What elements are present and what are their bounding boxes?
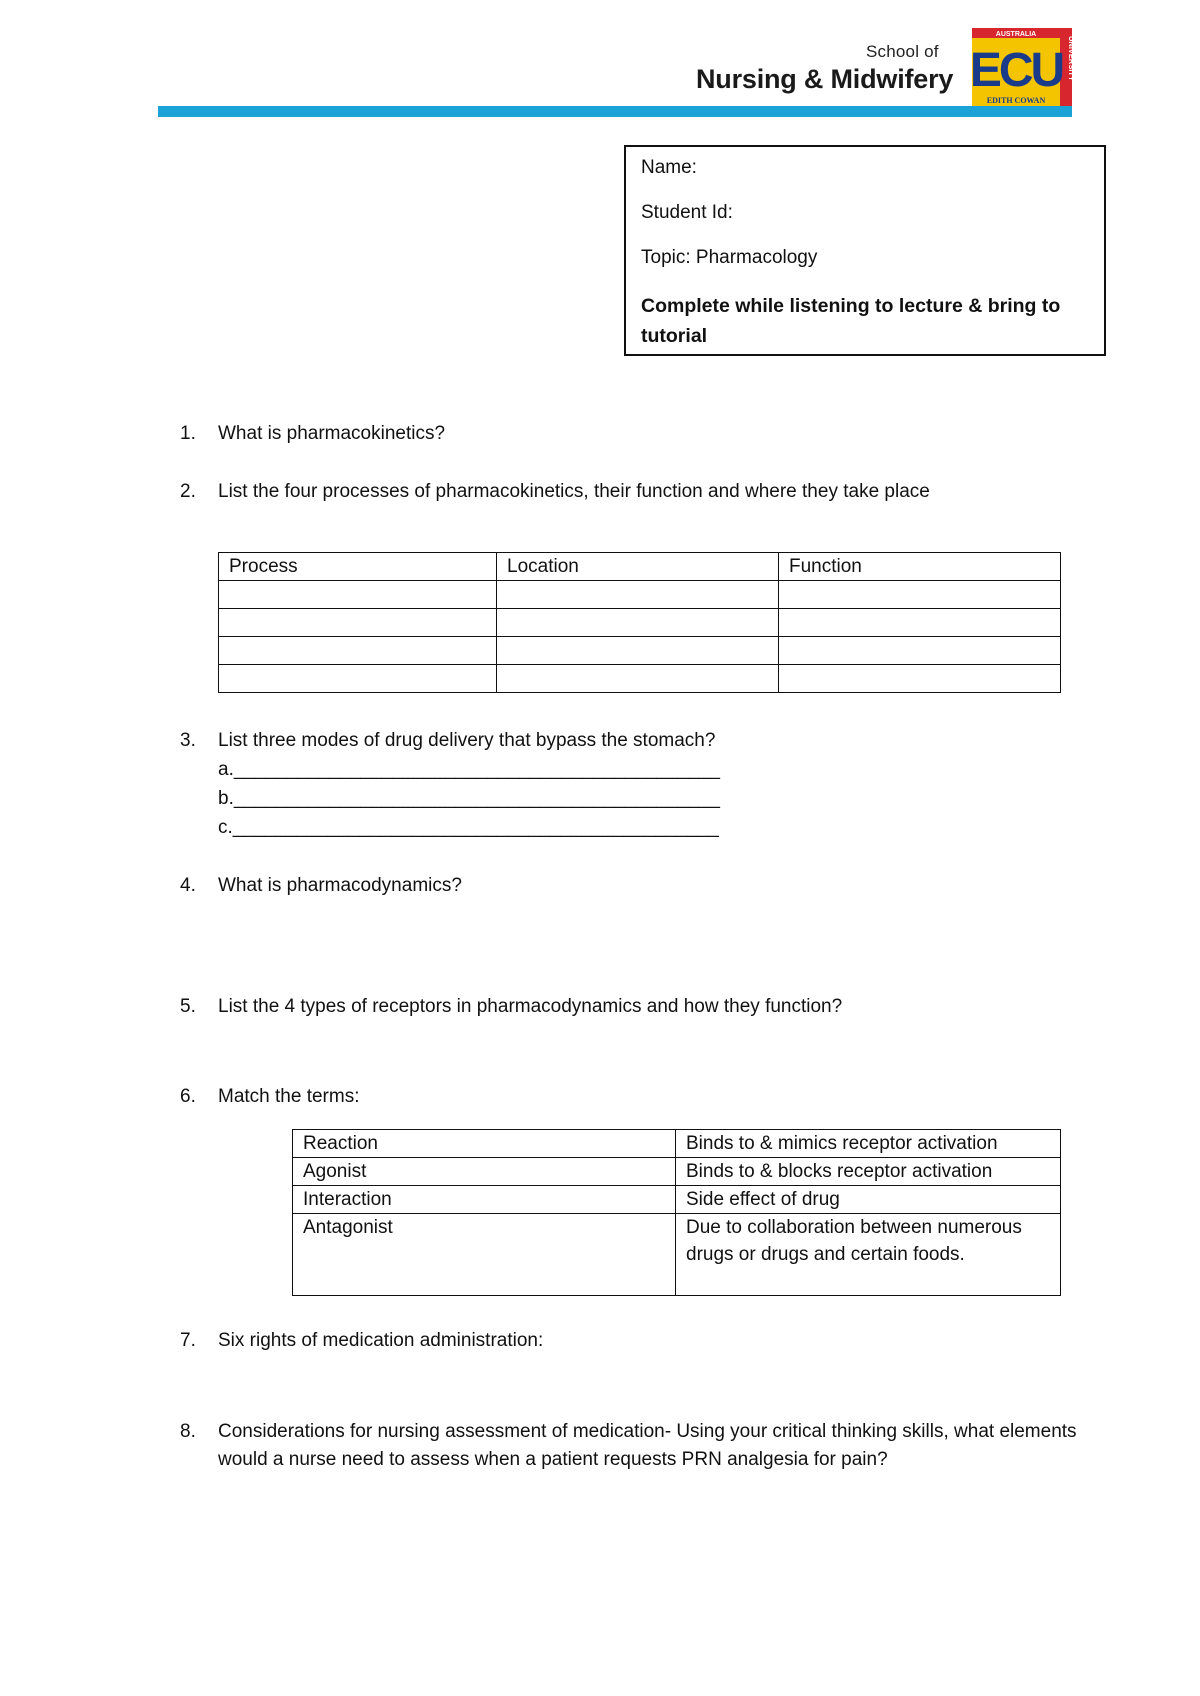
term-cell: Antagonist xyxy=(293,1214,676,1296)
question-text: Considerations for nursing assessment of medication- Using your critical thinking skills, what elements would a nurse need to assess when a patient requests PRN analgesia for pain? xyxy=(218,1421,1077,1470)
term-cell: Interaction xyxy=(293,1186,676,1214)
topic-label: Topic: Pharmacology xyxy=(641,247,818,268)
table-cell[interactable] xyxy=(497,581,779,609)
question-number: 7. xyxy=(180,1330,196,1351)
question-text: Six rights of medication administration: xyxy=(218,1330,544,1351)
question-number: 6. xyxy=(180,1086,196,1107)
logo-bottom-text: EDITH COWAN xyxy=(986,96,1046,105)
answer-blank-b[interactable]: b.______________________________________________ xyxy=(218,788,720,809)
match-terms-table xyxy=(292,1129,1061,1296)
question-number: 3. xyxy=(180,730,196,751)
question-number: 1. xyxy=(180,423,196,444)
table-cell[interactable] xyxy=(497,665,779,693)
logo-main-text: ECU xyxy=(969,44,1063,97)
answer-blank-a[interactable]: a.______________________________________________ xyxy=(218,759,720,780)
department-title: Nursing & Midwifery xyxy=(696,64,954,94)
question-text: Match the terms: xyxy=(218,1086,360,1107)
process-table xyxy=(218,552,1061,693)
table-cell[interactable] xyxy=(779,609,1061,637)
definition-cell: Binds to & blocks receptor activation xyxy=(676,1158,1061,1186)
student-info-box xyxy=(624,145,1106,356)
table-cell[interactable] xyxy=(219,665,497,693)
question-number: 8. xyxy=(180,1421,196,1442)
table-cell[interactable] xyxy=(219,637,497,665)
student-id-label: Student Id: xyxy=(641,202,733,223)
question-text: List three modes of drug delivery that bypass the stomach? xyxy=(218,730,716,751)
table-header-cell: Function xyxy=(779,553,1061,581)
name-field-label: Name: xyxy=(641,157,697,178)
table-row xyxy=(219,581,1061,609)
question-number: 2. xyxy=(180,481,196,502)
definition-cell: Due to collaboration between numerous drugs or drugs and certain foods. xyxy=(676,1214,1061,1296)
definition-cell: Side effect of drug xyxy=(676,1186,1061,1214)
table-header-row xyxy=(219,553,1061,581)
table-cell[interactable] xyxy=(219,581,497,609)
table-cell[interactable] xyxy=(779,637,1061,665)
question-text: List the four processes of pharmacokinetics, their function and where they take place xyxy=(218,481,930,502)
term-cell: Agonist xyxy=(293,1158,676,1186)
table-row xyxy=(293,1214,1061,1296)
table-row xyxy=(219,609,1061,637)
instruction-text: Complete while listening to lecture & bring to tutorial xyxy=(641,295,1061,347)
table-cell[interactable] xyxy=(219,609,497,637)
table-cell[interactable] xyxy=(779,665,1061,693)
logo-side-text: UNIVERSITY xyxy=(1067,36,1076,82)
question-number: 4. xyxy=(180,875,196,896)
table-row xyxy=(219,665,1061,693)
table-header-cell: Process xyxy=(219,553,497,581)
answer-blank-c[interactable]: c.______________________________________________ xyxy=(218,817,719,838)
table-row xyxy=(219,637,1061,665)
table-cell[interactable] xyxy=(497,637,779,665)
question-text: What is pharmacodynamics? xyxy=(218,875,462,896)
table-row xyxy=(293,1158,1061,1186)
table-header-cell: Location xyxy=(497,553,779,581)
question-text: What is pharmacokinetics? xyxy=(218,423,446,444)
header-bar xyxy=(158,106,1072,117)
question-text: List the 4 types of receptors in pharmacodynamics and how they function? xyxy=(218,996,843,1017)
table-row xyxy=(293,1130,1061,1158)
table-cell[interactable] xyxy=(497,609,779,637)
term-cell: Reaction xyxy=(293,1130,676,1158)
table-cell[interactable] xyxy=(779,581,1061,609)
table-row xyxy=(293,1186,1061,1214)
question-number: 5. xyxy=(180,996,196,1017)
logo-top-text: AUSTRALIA xyxy=(995,31,1037,38)
school-of-label: School of xyxy=(866,42,939,61)
definition-cell: Binds to & mimics receptor activation xyxy=(676,1130,1061,1158)
ecu-logo xyxy=(969,28,1076,106)
